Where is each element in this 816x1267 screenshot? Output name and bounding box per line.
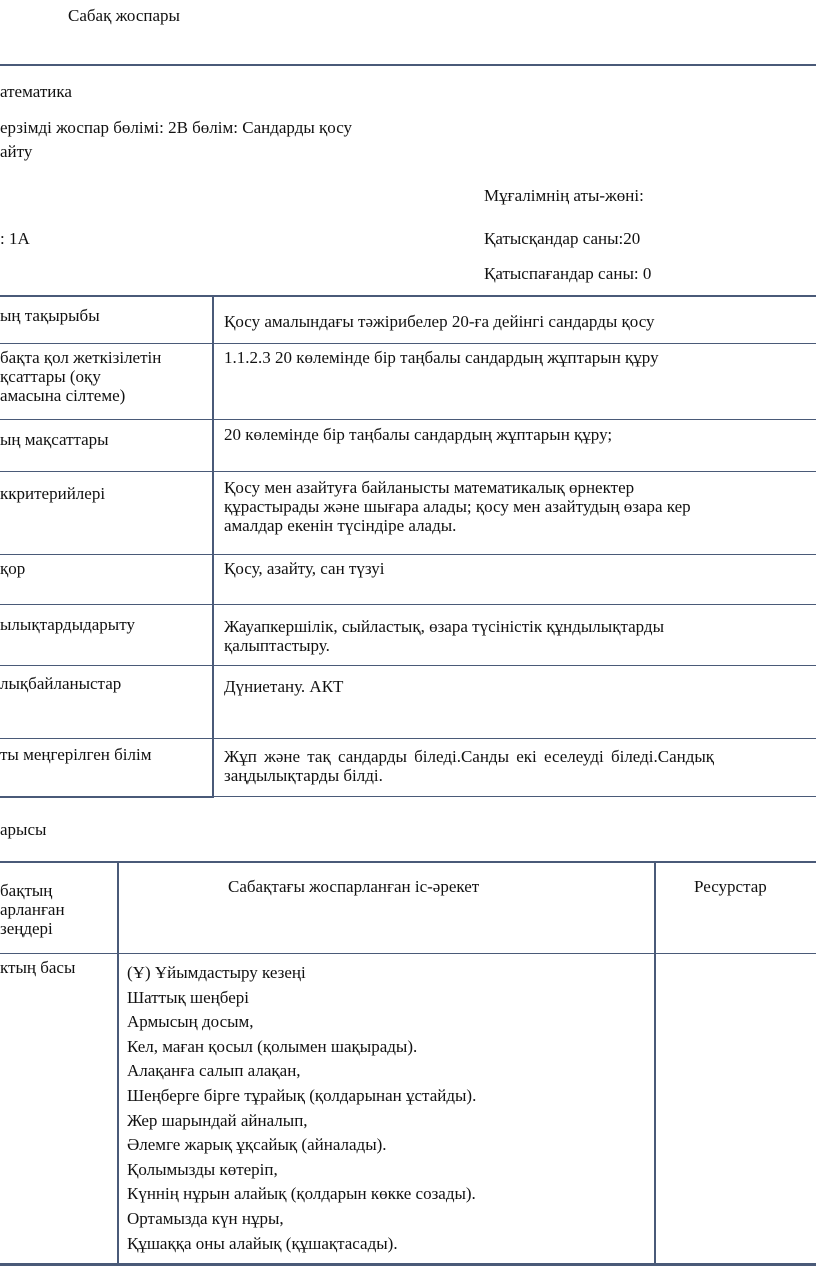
list-item: Шаттық шеңбері [127,987,249,1007]
list-item: Армысың досым, [127,1012,254,1032]
section-line-2: айту [0,142,33,161]
list-item: Алақанға салып алақан, [127,1061,301,1081]
class-label: : 1А [0,229,30,248]
activity-list [127,961,476,1256]
criteria-value: Қосу мен азайтуға байланысты математикалық өрнектер құрастырады және шығара алады; қосу мен азайтудың өзара кер амалдар екенін түсіндіре алады. [224,478,691,535]
values-label: ылықтардыдарыту [0,615,135,634]
links-label: лықбайланыстар [0,674,122,693]
list-item: (Ұ) Ұйымдастыру кезеңі [127,963,306,982]
objectives-ref-value: 1.1.2.3 20 көлемінде бір таңбалы сандардың жұптарын құру [224,348,659,367]
list-item: Ортамызда күн нұры, [127,1208,284,1228]
absent-count: Қатыспағандар саны: 0 [484,264,652,283]
list-item: Қолымызды көтеріп, [127,1159,278,1179]
values-value: Жауапкершілік, сыйластық, өзара түсіністік құндылықтарды қалыптастыру. [224,617,664,655]
list-item: Жер шарындай айналып, [127,1110,308,1130]
prior-knowledge-value: Жұп және тақ сандарды біледі.Санды екі еселеуді біледі.Сандық заңдылықтарды білді. [224,747,715,785]
objectives-value: 20 көлемінде бір таңбалы сандардың жұптарын құру; [224,425,613,444]
stage-start: ктың басы [0,958,76,977]
teacher-label: Мұғалімнің аты-жөні: [484,186,644,205]
subject: атематика [0,82,72,101]
objectives-label: ың мақсаттары [0,430,109,449]
top-rule [0,64,816,66]
present-count: Қатысқандар саны:20 [484,229,641,248]
prior-knowledge-label: ты меңгерілген білім [0,745,152,764]
objectives-ref-label: бақта қол жеткізілетін қсаттары (оқу амасына сілтеме) [0,348,162,405]
list-item: Шеңберге бірге тұрайық (қолдарынан ұстайды). [127,1085,477,1105]
list-item: Құшаққа оны алайық (құшақтасады). [127,1233,398,1253]
topic-label: ың тақырыбы [0,306,100,325]
links-value: Дүниетану. АКТ [224,677,344,696]
header-resources: Ресурстар [694,877,767,896]
header-activity: Сабақтағы жоспарланған іс-әрекет [228,877,480,896]
section-line-1: ерзімді жоспар бөлімі: 2В бөлім: Сандарды қосу [0,118,353,137]
section-title: арысы [0,820,47,839]
page-title: Сабақ жоспары [68,6,180,25]
list-item: Әлемге жарық ұқсайық (айналады). [127,1135,387,1155]
list-item: Кел, маған қосыл (қолымен шақырады). [127,1036,418,1056]
list-item: Күннің нұрын алайық (қолдарын көкке созады). [127,1184,476,1204]
vocabulary-value: Қосу, азайту, сан түзуі [224,559,385,578]
criteria-label: ккритерийлері [0,484,106,503]
header-stage: бақтың арланған зеңдері [0,881,65,938]
vocabulary-label: қор [0,559,26,578]
topic-value: Қосу амалындағы тәжірибелер 20-ға дейінгі сандарды қосу [224,312,655,331]
